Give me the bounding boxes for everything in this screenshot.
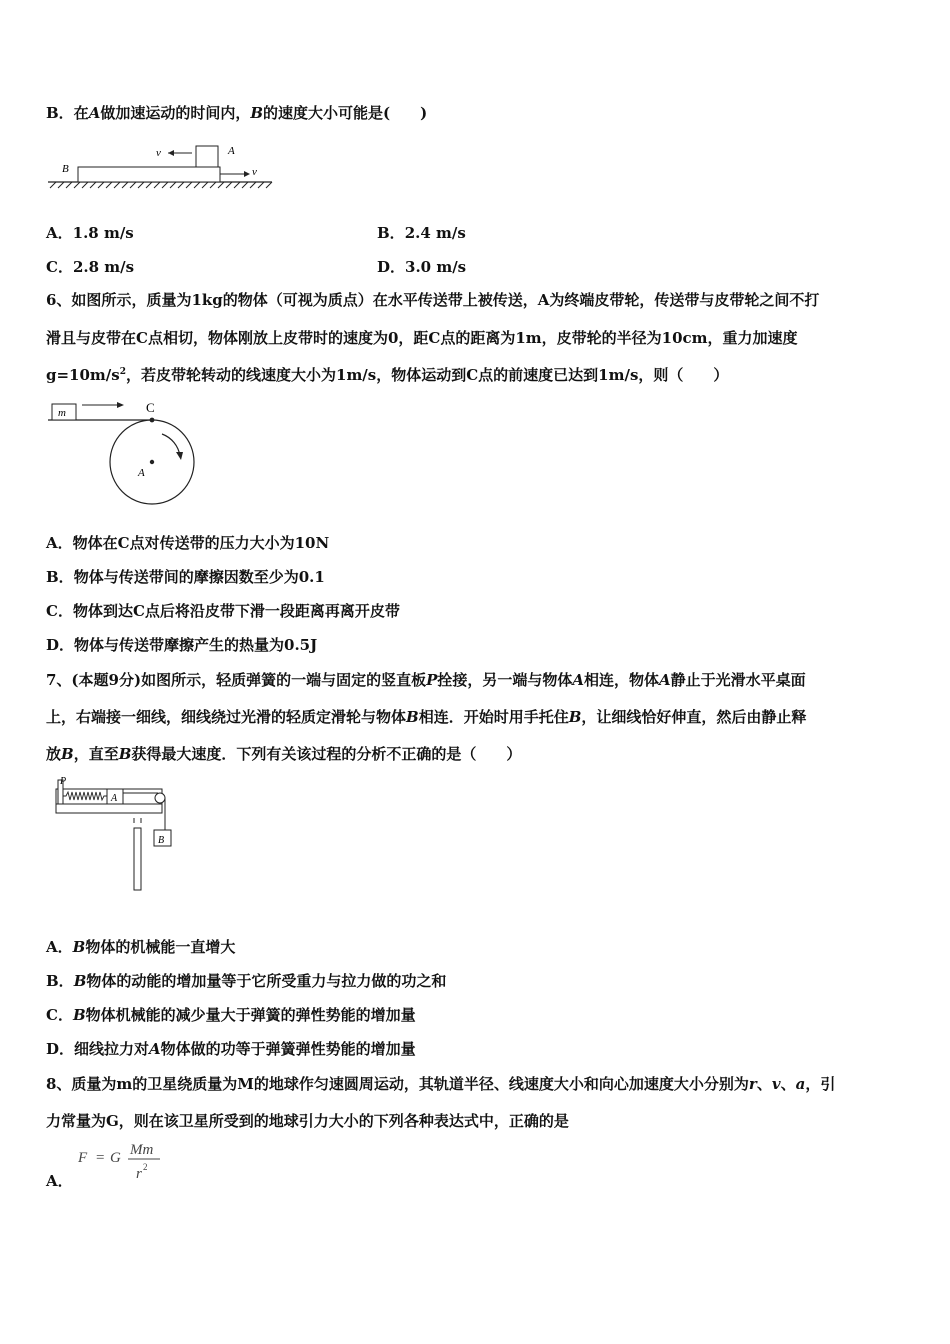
formula-g: G <box>110 1150 121 1166</box>
q6-option-c: C．物体到达C点后将沿皮带下滑一段距离再离开皮带 <box>46 602 400 620</box>
pulley <box>155 793 165 803</box>
formula-f: F <box>78 1150 88 1166</box>
q6-option-d: D．物体与传送带摩擦产生的热量为0.5J <box>46 636 318 654</box>
label-v-right: v <box>252 166 257 178</box>
label-a: A <box>138 467 145 479</box>
q8-stem-line1: 8、质量为m的卫星绕质量为M的地球作匀速圆周运动，其轨道半径、线速度大小和向心加速度大小分别为r、v、a，引 <box>46 1075 836 1093</box>
label-b: B <box>62 163 69 175</box>
q7-option-b: B．B物体的动能的增加量等于它所受重力与拉力做的功之和 <box>46 972 447 990</box>
q7-stem-line3: 放B，直至B获得最大速度．下列有关该过程的分析不正确的是（ ） <box>46 745 522 763</box>
q6-stem-line1: 6、如图所示，质量为1kg的物体（可视为质点）在水平传送带上被传送，A为终端皮带轮，传送带与皮带轮之间不打 <box>46 291 820 309</box>
q7-option-d: D．细线拉力对A物体做的功等于弹簧弹性势能的增加量 <box>46 1040 416 1058</box>
q5-stem: B．在A做加速运动的时间内，B的速度大小可能是( ) <box>46 104 428 122</box>
label-v-left: v <box>156 147 161 159</box>
q7-figure <box>50 776 180 894</box>
q6-option-b: B．物体与传送带间的摩擦因数至少为0.1 <box>46 568 325 586</box>
q5-option-b: B．2.4 m/s <box>377 224 466 242</box>
q7-stem-line1: 7、(本题9分)如图所示，轻质弹簧的一端与固定的竖直板P拴接，另一端与物体A相连，物体A静止于光滑水平桌面 <box>46 671 806 689</box>
formula-eq: = <box>96 1150 105 1166</box>
q5-option-c: C．2.8 m/s <box>46 258 135 276</box>
q8-option-a-formula <box>76 1142 176 1192</box>
label-m: m <box>58 407 66 419</box>
label-p: P <box>60 776 67 787</box>
q6-option-a: A．物体在C点对传送带的压力大小为10N <box>46 534 330 552</box>
block-a <box>196 146 218 167</box>
q6-figure <box>44 396 204 508</box>
board-b <box>78 167 220 182</box>
q5-option-a: A．1.8 m/s <box>46 224 134 242</box>
formula-exponent: 2 <box>143 1162 148 1172</box>
q8-stem-line2: 力常量为G，则在该卫星所受到的地球引力大小的下列各种表达式中，正确的是 <box>46 1112 569 1130</box>
label-a: A <box>228 145 235 157</box>
q8-option-a-label: A． <box>46 1172 73 1190</box>
formula-numerator: Mm <box>130 1142 154 1158</box>
label-a: A <box>111 793 118 804</box>
q5-option-d: D．3.0 m/s <box>377 258 467 276</box>
label-c: C <box>146 400 155 415</box>
q6-stem-line2: 滑且与皮带在C点相切，物体刚放上皮带时的速度为0，距C点的距离为1m，皮带轮的半径为10cm，重力加速度 <box>46 329 798 347</box>
q6-stem-line3: $g=10m/s^2$，若皮带轮转动的线速度大小为1m/s，物体运动到C点的前速度已达到1m/s，则（ ） <box>46 366 729 384</box>
q7-stem-line2: 上，右端接一细线，细线绕过光滑的轻质定滑轮与物体B相连．开始时用手托住B，让细线恰好伸直，然后由静止释 <box>46 708 807 726</box>
formula-denominator: r <box>136 1166 142 1182</box>
q7-option-a: A．B物体的机械能一直增大 <box>46 938 236 956</box>
q7-option-c: C．B物体机械能的减少量大于弹簧的弹性势能的增加量 <box>46 1006 416 1024</box>
label-b: B <box>158 835 165 846</box>
q5-figure <box>44 138 276 192</box>
